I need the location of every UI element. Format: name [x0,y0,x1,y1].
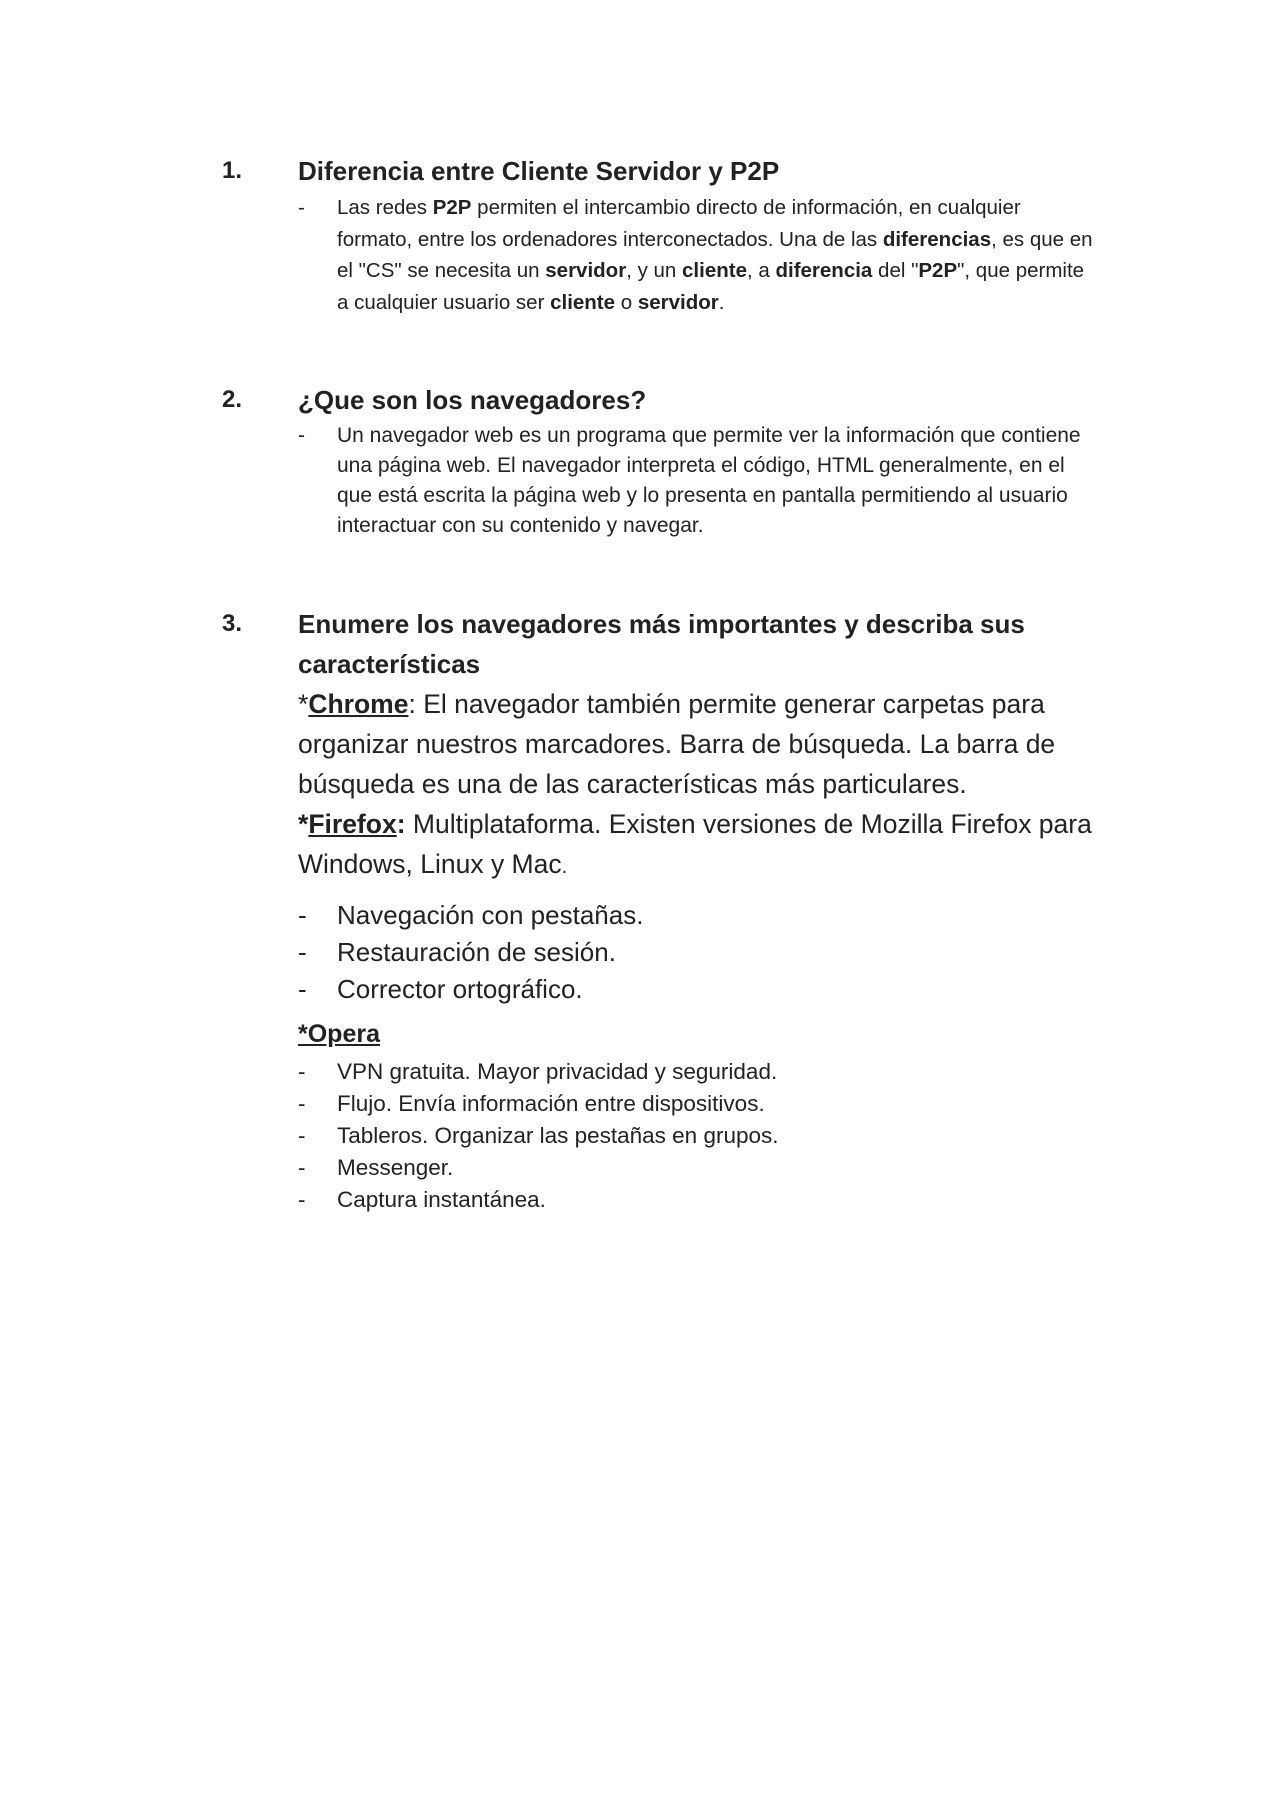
opera-feature-item: - Captura instantánea. [298,1187,546,1212]
firefox-label: Firefox [308,809,397,839]
section-2-answer [298,421,1098,541]
section-3-number: 3. [222,610,243,637]
section-3-title: Enumere los navegadores más importantes y describa sus características [298,609,1025,679]
firefox-feature-item: - Navegación con pestañas. [298,900,644,930]
firefox-feature-item: - Corrector ortográfico. [298,974,583,1004]
section-1-answer-text: Las redes P2P permiten el intercambio directo de información, en cualquier formato, entre los ordenadores interconectados. Una de las diferencias, es que en el "CS" se necesita un servidor, y un cliente, a diferencia del "P2P", que permite a cualquier usuario ser cliente o servidor. [337,196,1093,314]
firefox-feature-item: - Restauración de sesión. [298,937,616,967]
chrome-paragraph: *Chrome: El navegador también permite generar carpetas para organizar nuestros marcadores. Barra de búsqueda. La barra de búsqueda es una de las características más particulares. [298,689,1056,799]
bullet-dash: - [298,196,305,219]
firefox-paragraph: *Firefox: Multiplataforma. Existen versiones de Mozilla Firefox para Windows, Linux y Mac. [298,809,1092,879]
opera-label: *Opera [298,1020,380,1048]
opera-heading [298,1016,1118,1052]
section-1-answer [298,192,1098,318]
opera-feature-item: - VPN gratuita. Mayor privacidad y seguridad. [298,1059,778,1084]
section-2-number: 2. [222,386,243,413]
opera-feature-item: - Messenger. [298,1155,454,1180]
section-2-answer-text: Un navegador web es un programa que permite ver la información que contiene una página web. El navegador interpreta el código, HTML generalmente, en el que está escrita la página web y lo presenta en pantalla permitiendo al usuario interactuar con su contenido y navegar. [337,424,1081,537]
section-1-title: Diferencia entre Cliente Servidor y P2P [298,156,780,186]
bullet-dash: - [298,424,305,447]
opera-feature-item: - Tableros. Organizar las pestañas en grupos. [298,1123,779,1148]
section-2-title: ¿Que son los navegadores? [298,385,647,415]
opera-feature-item: - Flujo. Envía información entre dispositivos. [298,1091,765,1116]
section-1-number: 1. [222,157,243,184]
chrome-label: Chrome [308,689,409,719]
